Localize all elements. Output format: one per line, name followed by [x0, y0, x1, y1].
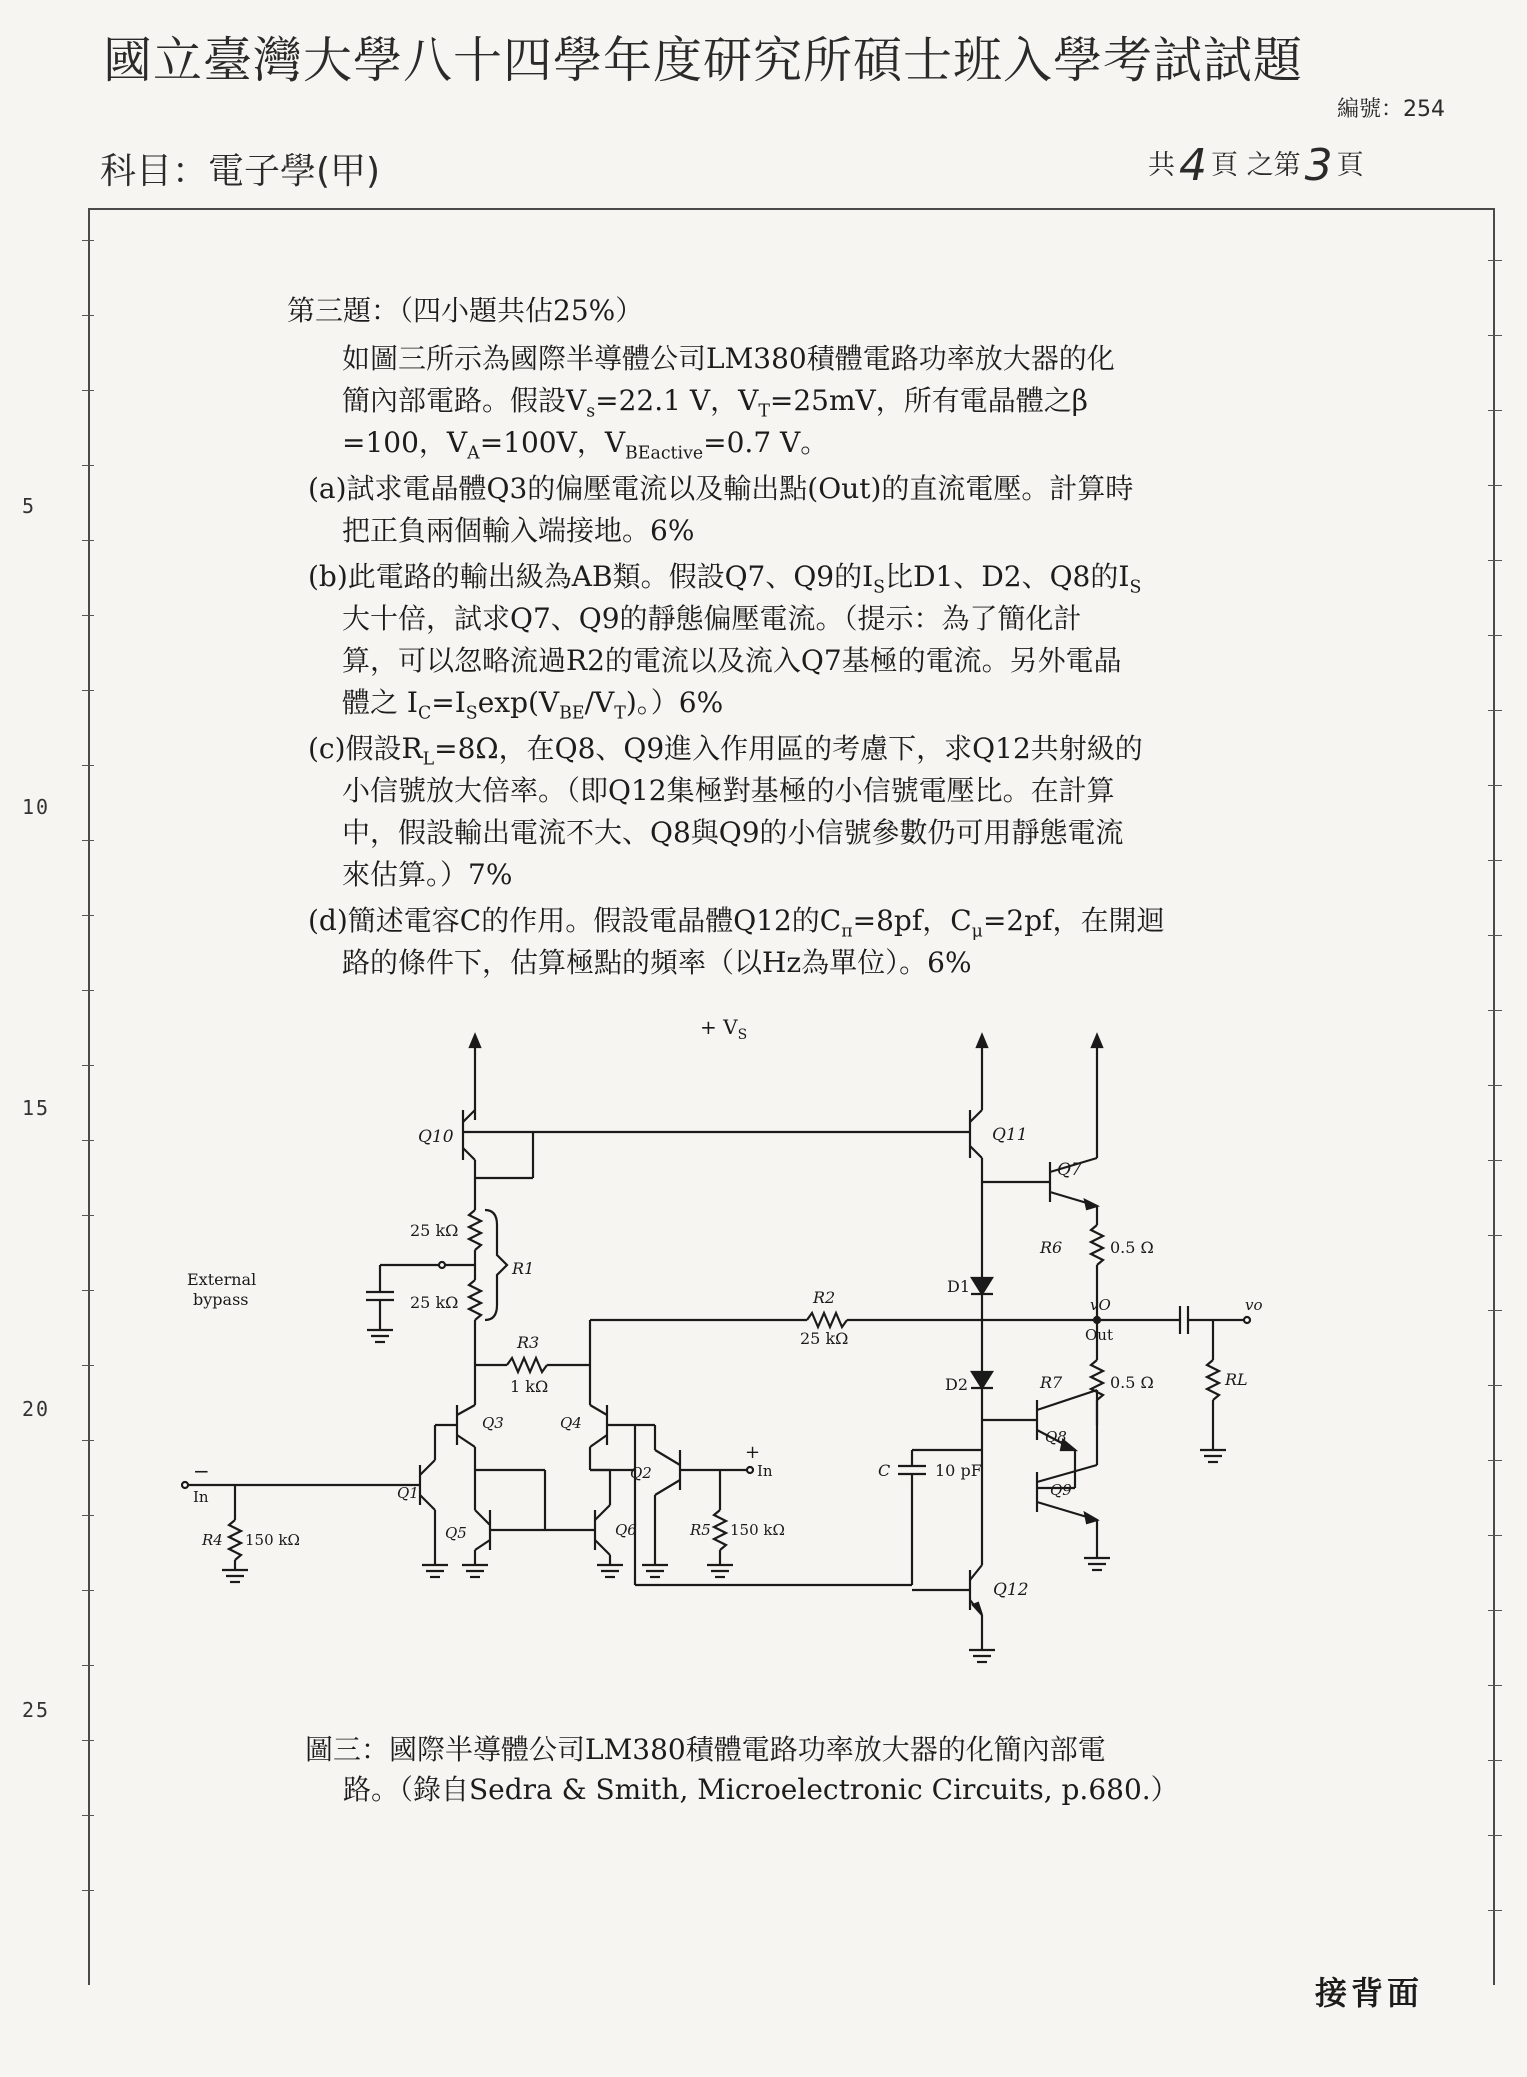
svg-text:R7: R7	[1040, 1373, 1063, 1392]
svg-text:R5: R5	[690, 1521, 711, 1539]
question-heading: 第三題：（四小題共佔25%）	[287, 294, 644, 327]
svg-text:Q9: Q9	[1050, 1481, 1072, 1499]
output-capacitor	[1180, 1306, 1188, 1334]
figure-caption-line1: 圖三：國際半導體公司LM380積體電路功率放大器的化簡內部電	[305, 1733, 1106, 1766]
part-a-line: (a)試求電晶體Q3的偏壓電流以及輸出點(Out)的直流電壓。計算時	[308, 472, 1134, 505]
svg-text:Q8: Q8	[1045, 1428, 1067, 1446]
part-b-line: 算，可以忽略流過R2的電流以及流入Q7基極的電流。另外電晶	[342, 644, 1122, 677]
part-d-line: (d)簡述電容C的作用。假設電晶體Q12的$C_\pi=8pf$，$C_\mu=2pf$，在開迴	[308, 904, 1165, 942]
svg-text:External: External	[187, 1270, 257, 1289]
question-intro-line: =100，$V_A=100V$，$V_{BEactive}=0.7$ V。	[342, 426, 829, 464]
transistor-q6	[595, 1470, 637, 1565]
line-number: 5	[22, 494, 37, 518]
svg-text:25 kΩ: 25 kΩ	[410, 1221, 459, 1240]
right-margin-tick	[1488, 1385, 1502, 1386]
part-c-line: (c)假設$R_L=8\Omega$，在Q8、Q9進入作用區的考慮下，求Q12共射級的	[308, 732, 1143, 770]
svg-text:Q12: Q12	[993, 1580, 1029, 1600]
svg-text:C: C	[878, 1461, 891, 1480]
page-total-prefix: 共	[1148, 150, 1175, 181]
svg-text:vo: vo	[1245, 1296, 1263, 1314]
diode-d2	[945, 1350, 993, 1394]
right-margin-tick	[1488, 1010, 1502, 1011]
svg-text:vO: vO	[1090, 1296, 1111, 1314]
page-info	[1148, 140, 1364, 191]
resistor-r6	[1039, 1225, 1154, 1265]
left-margin-tick	[82, 1440, 94, 1441]
left-margin-tick	[82, 690, 94, 691]
exam-title: 國立臺灣大學八十四學年度研究所碩士班入學考試試題	[103, 32, 1304, 89]
svg-text:150 kΩ: 150 kΩ	[730, 1521, 785, 1539]
svg-text:150 kΩ: 150 kΩ	[245, 1531, 300, 1549]
page-total: 4	[1179, 140, 1207, 191]
transistor-q12	[970, 1565, 1029, 1615]
right-margin-tick	[1488, 1310, 1502, 1311]
svg-text:0.5 Ω: 0.5 Ω	[1110, 1238, 1154, 1257]
svg-text:1 kΩ: 1 kΩ	[510, 1377, 549, 1396]
part-a-line: 把正負兩個輸入端接地。6%	[342, 514, 695, 547]
question-intro-line: 如圖三所示為國際半導體公司LM380積體電路功率放大器的化	[342, 342, 1115, 375]
right-margin-tick	[1488, 1910, 1502, 1911]
resistor-r2	[800, 1288, 848, 1348]
right-margin-tick	[1488, 1685, 1502, 1686]
left-margin-tick	[82, 1665, 94, 1666]
left-margin-tick	[82, 1215, 94, 1216]
right-margin-tick	[1488, 560, 1502, 561]
page-current-prefix: 頁 之第	[1211, 150, 1301, 181]
transistor-q5	[445, 1450, 545, 1565]
right-margin-tick	[1488, 935, 1502, 936]
part-d-line: 路的條件下，估算極點的頻率（以Hz為單位）。6%	[342, 946, 972, 979]
left-margin-tick	[82, 465, 94, 466]
right-margin-tick	[1488, 860, 1502, 861]
part-c-line: 小信號放大倍率。（即Q12集極對基極的小信號電壓比。在計算	[342, 774, 1115, 807]
right-margin-tick	[1488, 1760, 1502, 1761]
right-margin-tick	[1488, 1835, 1502, 1836]
left-margin-tick	[82, 1365, 94, 1366]
svg-text:0.5 Ω: 0.5 Ω	[1110, 1373, 1154, 1392]
left-margin-tick	[82, 840, 94, 841]
right-margin-tick	[1488, 1610, 1502, 1611]
resistor-r3	[507, 1333, 548, 1396]
transistor-q11	[970, 1110, 1028, 1230]
right-margin-tick	[1488, 635, 1502, 636]
supply-label: + $V_S$	[700, 1015, 748, 1043]
svg-text:R1: R1	[512, 1259, 535, 1278]
left-margin-tick	[82, 1590, 94, 1591]
svg-text:Out: Out	[1085, 1326, 1113, 1344]
right-margin-tick	[1488, 710, 1502, 711]
line-number: 20	[22, 1397, 51, 1421]
svg-text:Q5: Q5	[445, 1524, 467, 1542]
right-margin-tick	[1488, 785, 1502, 786]
left-margin-tick	[82, 1815, 94, 1816]
continue-on-back-note: 接背面	[1315, 1974, 1424, 2012]
resistor-r1b	[410, 1280, 481, 1320]
left-margin-tick	[82, 1515, 94, 1516]
svg-text:25 kΩ: 25 kΩ	[410, 1293, 459, 1312]
left-margin-tick	[82, 1065, 94, 1066]
left-margin-tick	[82, 240, 94, 241]
subject-label: 科目：電子學(甲)	[100, 151, 381, 192]
left-margin-tick	[82, 1290, 94, 1291]
svg-text:Q10: Q10	[418, 1127, 454, 1147]
right-margin-tick	[1488, 1235, 1502, 1236]
transistor-q10	[418, 1110, 533, 1178]
right-margin-tick	[1488, 1535, 1502, 1536]
part-c-line: 來估算。）7%	[342, 858, 513, 891]
exam-code: 編號：254	[1337, 97, 1445, 122]
left-margin-tick	[82, 1140, 94, 1141]
left-margin-tick	[82, 390, 94, 391]
right-margin-tick	[1488, 1160, 1502, 1161]
svg-text:Q2: Q2	[630, 1464, 652, 1482]
left-margin-tick	[82, 765, 94, 766]
line-number: 15	[22, 1096, 51, 1120]
diode-d1	[947, 1230, 993, 1296]
svg-text:bypass: bypass	[193, 1290, 249, 1309]
svg-text:Q11: Q11	[992, 1125, 1028, 1145]
left-margin-tick	[82, 990, 94, 991]
question-intro-line: 簡內部電路。假設$V_s=22.1$ V，$V_T=25mV$，所有電晶體之β	[342, 384, 1088, 422]
figure-caption-line2: 路。（錄自Sedra & Smith, Microelectronic Circuits, p.680.）	[343, 1773, 1179, 1806]
page-current: 3	[1304, 140, 1333, 191]
svg-text:10 pF: 10 pF	[935, 1461, 982, 1480]
svg-text:R2: R2	[813, 1288, 836, 1307]
transistor-q1	[397, 1450, 435, 1510]
transistor-q7	[982, 1158, 1097, 1209]
svg-text:R6: R6	[1040, 1238, 1063, 1257]
page-current-suffix: 頁	[1336, 150, 1364, 181]
left-margin-tick	[82, 1740, 94, 1741]
left-margin-tick	[82, 615, 94, 616]
part-c-line: 中，假設輸出電流不大、Q8與Q9的小信號參數仍可用靜態電流	[342, 816, 1124, 849]
svg-text:Q7: Q7	[1057, 1160, 1082, 1180]
compensation-capacitor	[878, 1450, 982, 1490]
right-margin-tick	[1488, 410, 1502, 411]
line-number: 10	[22, 795, 51, 819]
svg-text:+: +	[745, 1442, 761, 1463]
right-margin-tick	[1488, 260, 1502, 261]
right-margin-tick	[1488, 1085, 1502, 1086]
svg-text:R3: R3	[517, 1333, 540, 1352]
left-margin-tick	[82, 915, 94, 916]
svg-text:R4: R4	[202, 1531, 223, 1549]
resistor-rl	[1207, 1360, 1248, 1400]
left-margin-tick	[82, 540, 94, 541]
svg-text:D1: D1	[947, 1277, 971, 1296]
left-margin-tick	[82, 1890, 94, 1891]
part-b-line: 體之 $I_C=I_S\exp(V_{BE}/V_T)$。）6%	[342, 686, 724, 724]
right-margin-tick	[1488, 485, 1502, 486]
resistor-r5	[689, 1510, 785, 1550]
right-margin-tick	[1488, 335, 1502, 336]
svg-text:Q4: Q4	[560, 1414, 582, 1432]
svg-text:Q6: Q6	[615, 1521, 637, 1539]
svg-text:Q1: Q1	[397, 1484, 419, 1502]
left-margin-tick	[82, 315, 94, 316]
svg-text:RL: RL	[1225, 1370, 1248, 1389]
svg-text:Q3: Q3	[482, 1414, 504, 1432]
circuit-diagram	[187, 1010, 1295, 1710]
svg-text:In: In	[193, 1488, 209, 1506]
svg-text:In: In	[757, 1462, 773, 1480]
transistor-q3	[457, 1405, 504, 1447]
transistor-q4	[560, 1405, 607, 1447]
part-b-line: 大十倍，試求Q7、Q9的靜態偏壓電流。（提示：為了簡化計	[342, 602, 1082, 635]
svg-text:−: −	[193, 1459, 210, 1483]
svg-text:25 kΩ: 25 kΩ	[800, 1329, 849, 1348]
line-number: 25	[22, 1698, 51, 1722]
transistor-q2	[630, 1425, 680, 1565]
resistor-r1a	[410, 1210, 481, 1250]
svg-text:D2: D2	[945, 1375, 969, 1394]
part-b-line: (b)此電路的輸出級為AB類。假設Q7、Q9的$I_S$比D1、D2、Q8的$I_S$	[308, 560, 1142, 598]
right-margin-tick	[1488, 1460, 1502, 1461]
